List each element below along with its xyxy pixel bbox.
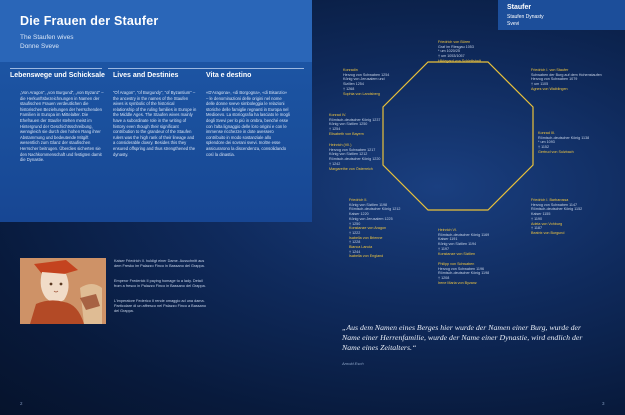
column-heading-en: Lives and Destinies [113,72,179,79]
person-heinrich-vi: Heinrich VI. Römisch-deutscher König 1169 Kaiser 1191 König von Sizilien 1194 † 1197 Konstanze von Sizilien [438,228,490,256]
person-heinrich-vii: Heinrich (VII.) Herzog von Schwaben 1217 König von Sizilien 1212 Römisch-deutscher König 1220 † 1242 Margarethe von Österreich [329,143,381,171]
subtitle-italian: Donne Sveve [20,43,60,50]
caption-de: Kaiser Friedrich II. huldigt einer Dame. Ausschnitt aus dem Fresko im Palazzo Finco in Bassano del Grappa. [114,259,205,268]
column-heading-it: Vita e destino [206,72,252,79]
page-title: Die Frauen der Staufer [20,14,159,28]
person-konradin: Konradin Herzog von Schwaben 1254 König von Jerusalem und Sizilien 1254 † 1268 Sophia von Landsberg [343,68,390,96]
quote-source: Arnold Esch [342,361,364,366]
section-tab-title: Staufer [507,4,532,11]
person-konrad-iv: Konrad IV. Römisch-deutscher König 1237 König von Sizilien 1250 † 1254 Elisabeth von Bayern [329,113,381,136]
person-friedrich-ii: Friedrich II. König von Sizilien 1198 Römisch-deutscher König 1212 Kaiser 1220 König von Jerusalem 1225 † 1250 Konstanze von Aragon † 1222 Isabella von Brienne † 1228 Bianca Lancia † 1244 Isabella von England [349,198,401,259]
caption-en: Emperor Frederick II paying homage to a lady. Detail from a fresco in Palazzo Finco in Bassano del Grappa. [114,279,206,288]
person-friedrich-i-barbarossa: Friedrich I. Barbarossa Herzog von Schwaben 1147 Römisch-deutscher König 1152 Kaiser 1155 † 1190 Adela von Vohburg † 1187 Beatrix von Burgund [531,198,583,235]
column-text-it: «D'Aragona», «di Borgogna», «di Bisanzio» – le denominazioni delle origini nel nome delle donne sveve simboleggia le relazioni storiche delle famiglie regnanti in Europa nel Medioevo. La storiografia ha lasciato le mogli degli Svevi per lo più in ombra, benché esse con l'alta lignaggio delle loro origini e con le immense ricchezze in dote avessero contribuito in modo sostanziale allo splendore dei sovrani svevi. Inoltre esse assicurarono la discendenza, consolidando così la dinastia. [206,90,290,157]
page-number-right: 3 [602,401,605,406]
section-tab-italian: Svevi [507,21,520,27]
caption-it: L'imperatore Federico II rende omaggio ad una dama. Particolare di un affresco nel Palazzo Finco a Bassano del Grappa. [114,299,206,313]
person-friedrich-von-bueren: Friedrich von Büren Graf im Riesgau 1053 * um 1020/25 † um 1053/1057 Hildegard von Schlettstadt [438,40,482,63]
person-konrad-iii: Konrad III. Römisch-deutscher König 1138 * um 1093 † 1152 Gertrud von Sulzbach [538,131,590,154]
person-friedrich-i-von-staufer: Friedrich I. von Staufer Schwaben der Burg auf dem Hohenstaufen Herzog von Schwaben 1079 † um 1105 Agnes von Waiblingen [531,68,602,91]
section-tab-english: Staufen Dynasty [507,14,544,20]
column-text-en: “Of Aragon”, “of Burgundy”, “of Byzantium” – the ancestry in the names of the Staufen wives is symbolic of the historical relationship of the ruling families in Europe in the Middle Ages. The Staufen wives mainly have a subordinate role in the writing of history even though their significant contribution to the grandeur of the Staufen rulers was the high rank of their lineage and a considerable dowry. Besides this they ensured offspring and thus strengthened the dynasty. [113,90,197,157]
quote: „Aus dem Namen eines Berges hier wurde der Namen einer Burg, wurde der Name einer Herrenfamilie, wurde der Name einer Dynastie, wird endlich der Name eines Zeitalters.“ [342,323,583,352]
column-heading-de: Lebenswege und Schicksale [10,72,105,79]
octagon-outline [383,62,533,210]
subtitle-english: The Staufen wives [20,34,74,41]
page-number-left: 2 [20,401,23,406]
person-philipp-von-schwaben: Philipp von Schwaben Herzog von Schwaben 1196 Römisch-deutscher König 1198 † 1208 Irene Maria von Byzanz [438,262,490,285]
column-text-de: „Von Aragon“, „von Burgund“, „von Byzanz“ – die Herkunftsbezeichnungen in Namen der staufischen Frauen verdeutlichen die historischen Beziehungen der herrschenden Familien in Europa im Mittelalter. Die Ehefrauen der Staufer stehen meist im Hintergrund der Geschichtsschreibung, wenngleich sie durch den hohen Rang ihrer Abstammung und bedeutende Mitgift wesentlich zum Glanz der staufischen Herrscher beitrugen. Überdies sicherten sie den Nachkommenschaft und festigten damit die Dynastie. [20,90,104,163]
